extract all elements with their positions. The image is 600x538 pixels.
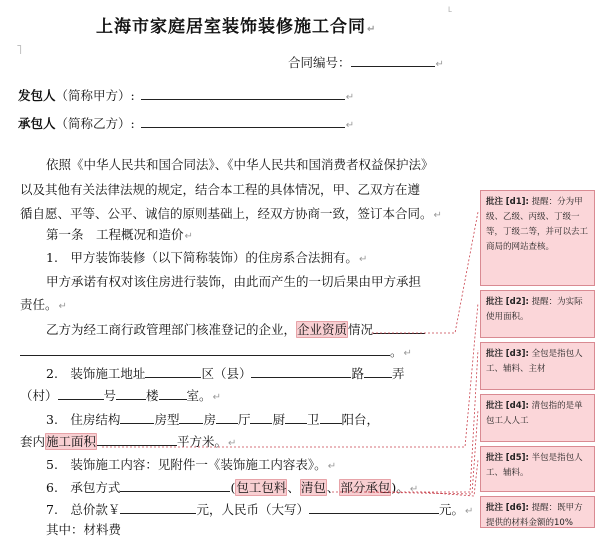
comment-d6[interactable]: 批注 [d6]: 提醒：既甲方提供的材料金额的10% [480, 496, 595, 528]
item-2-line[interactable]: 2. 装饰施工地址 区（县） 路 弄 [46, 366, 405, 381]
party-a-line[interactable]: 发包人（简称甲方）: ↵ [18, 88, 355, 103]
connector-d1 [372, 212, 478, 333]
item-7-line[interactable]: 7. 总价款￥ 元，人民币（大写） 元。↵ [46, 502, 474, 517]
item-1c-line[interactable]: 责任。↵ [20, 297, 67, 312]
highlight-partial-package[interactable]: 部分承包 [340, 480, 391, 495]
party-b-line[interactable]: 承包人（简称乙方）: ↵ [18, 116, 355, 131]
article-1-heading[interactable]: 第一条 工程概况和造价↵ [46, 227, 193, 242]
item-5-line[interactable]: 5. 装饰施工内容：见附件一《装饰施工内容表》。↵ [46, 457, 337, 472]
item-2b-line[interactable]: （村） 号 楼 室。↵ [20, 388, 221, 403]
highlight-construction-area[interactable]: 施工面积 [46, 434, 97, 449]
connector-d3 [332, 350, 478, 492]
item-1-line[interactable]: 1. 甲方装饰装修（以下简称装饰）的住房系合法拥有。↵ [46, 250, 368, 265]
connector-d4 [365, 410, 478, 494]
comment-d5[interactable]: 批注 [d5]: 半包是指包人工、辅料。 [480, 446, 595, 492]
comment-d1[interactable]: 批注 [d1]: 提醒：分为甲级、乙级、丙级、丁级一等，丁级二等，并可以去工商局的网站查核。 [480, 190, 595, 286]
intro-paragraph-line-3[interactable]: 循自愿、平等、公平、诚信的原则基础上，经双方协商一致，签订本合同。↵ [20, 206, 442, 221]
connector-d2 [102, 303, 478, 447]
intro-paragraph-line-2[interactable]: 以及其他有关法律法规的规定，结合本工程的具体情况，甲、乙双方在遵 [20, 182, 421, 197]
highlight-labor-only[interactable]: 清包 [300, 480, 326, 495]
item-6-line[interactable]: 6. 承包方式 (包工包料、清包、部分承包)。↵ [46, 480, 419, 495]
item-3-line[interactable]: 3. 住房结构 房型 房 厅 厨 卫 阳台， [46, 412, 380, 427]
item-1b-line[interactable]: 甲方承诺有权对该住房进行装饰，由此而产生的一切后果由甲方承担 [46, 274, 422, 289]
connector-d5 [420, 460, 478, 496]
margin-mark-top-left: ˥ [16, 43, 23, 58]
highlight-enterprise-qualification[interactable]: 企业资质 [297, 322, 348, 337]
item-3b-line[interactable]: 套内施工面积 平方米。↵ [20, 434, 237, 449]
contract-number-line[interactable]: 合同编号： ↵ [288, 55, 444, 70]
item-1d-continuation[interactable]: 。↵ [20, 342, 412, 360]
item-1d-line[interactable]: 乙方为经工商行政管理部门核准登记的企业，企业资质情况 [46, 320, 425, 338]
intro-paragraph-line-1[interactable]: 依照《中华人民共和国合同法》、《中华人民共和国消费者权益保护法》 [46, 157, 434, 172]
comment-d2[interactable]: 批注 [d2]: 提醒：为实际使用面积。 [480, 290, 595, 338]
item-8-line[interactable]: 其中：材料费 [46, 522, 122, 537]
comment-d4[interactable]: 批注 [d4]: 清包指的是单包工人人工 [480, 394, 595, 442]
highlight-full-package[interactable]: 包工包料 [236, 480, 287, 495]
document-title[interactable]: 上海市家庭居室装饰装修施工合同↵ [96, 17, 377, 37]
comment-d3[interactable]: 批注 [d3]: 全包是指包人工、辅料、主材 [480, 342, 595, 390]
margin-mark-top-right: ˪ [448, 1, 453, 16]
